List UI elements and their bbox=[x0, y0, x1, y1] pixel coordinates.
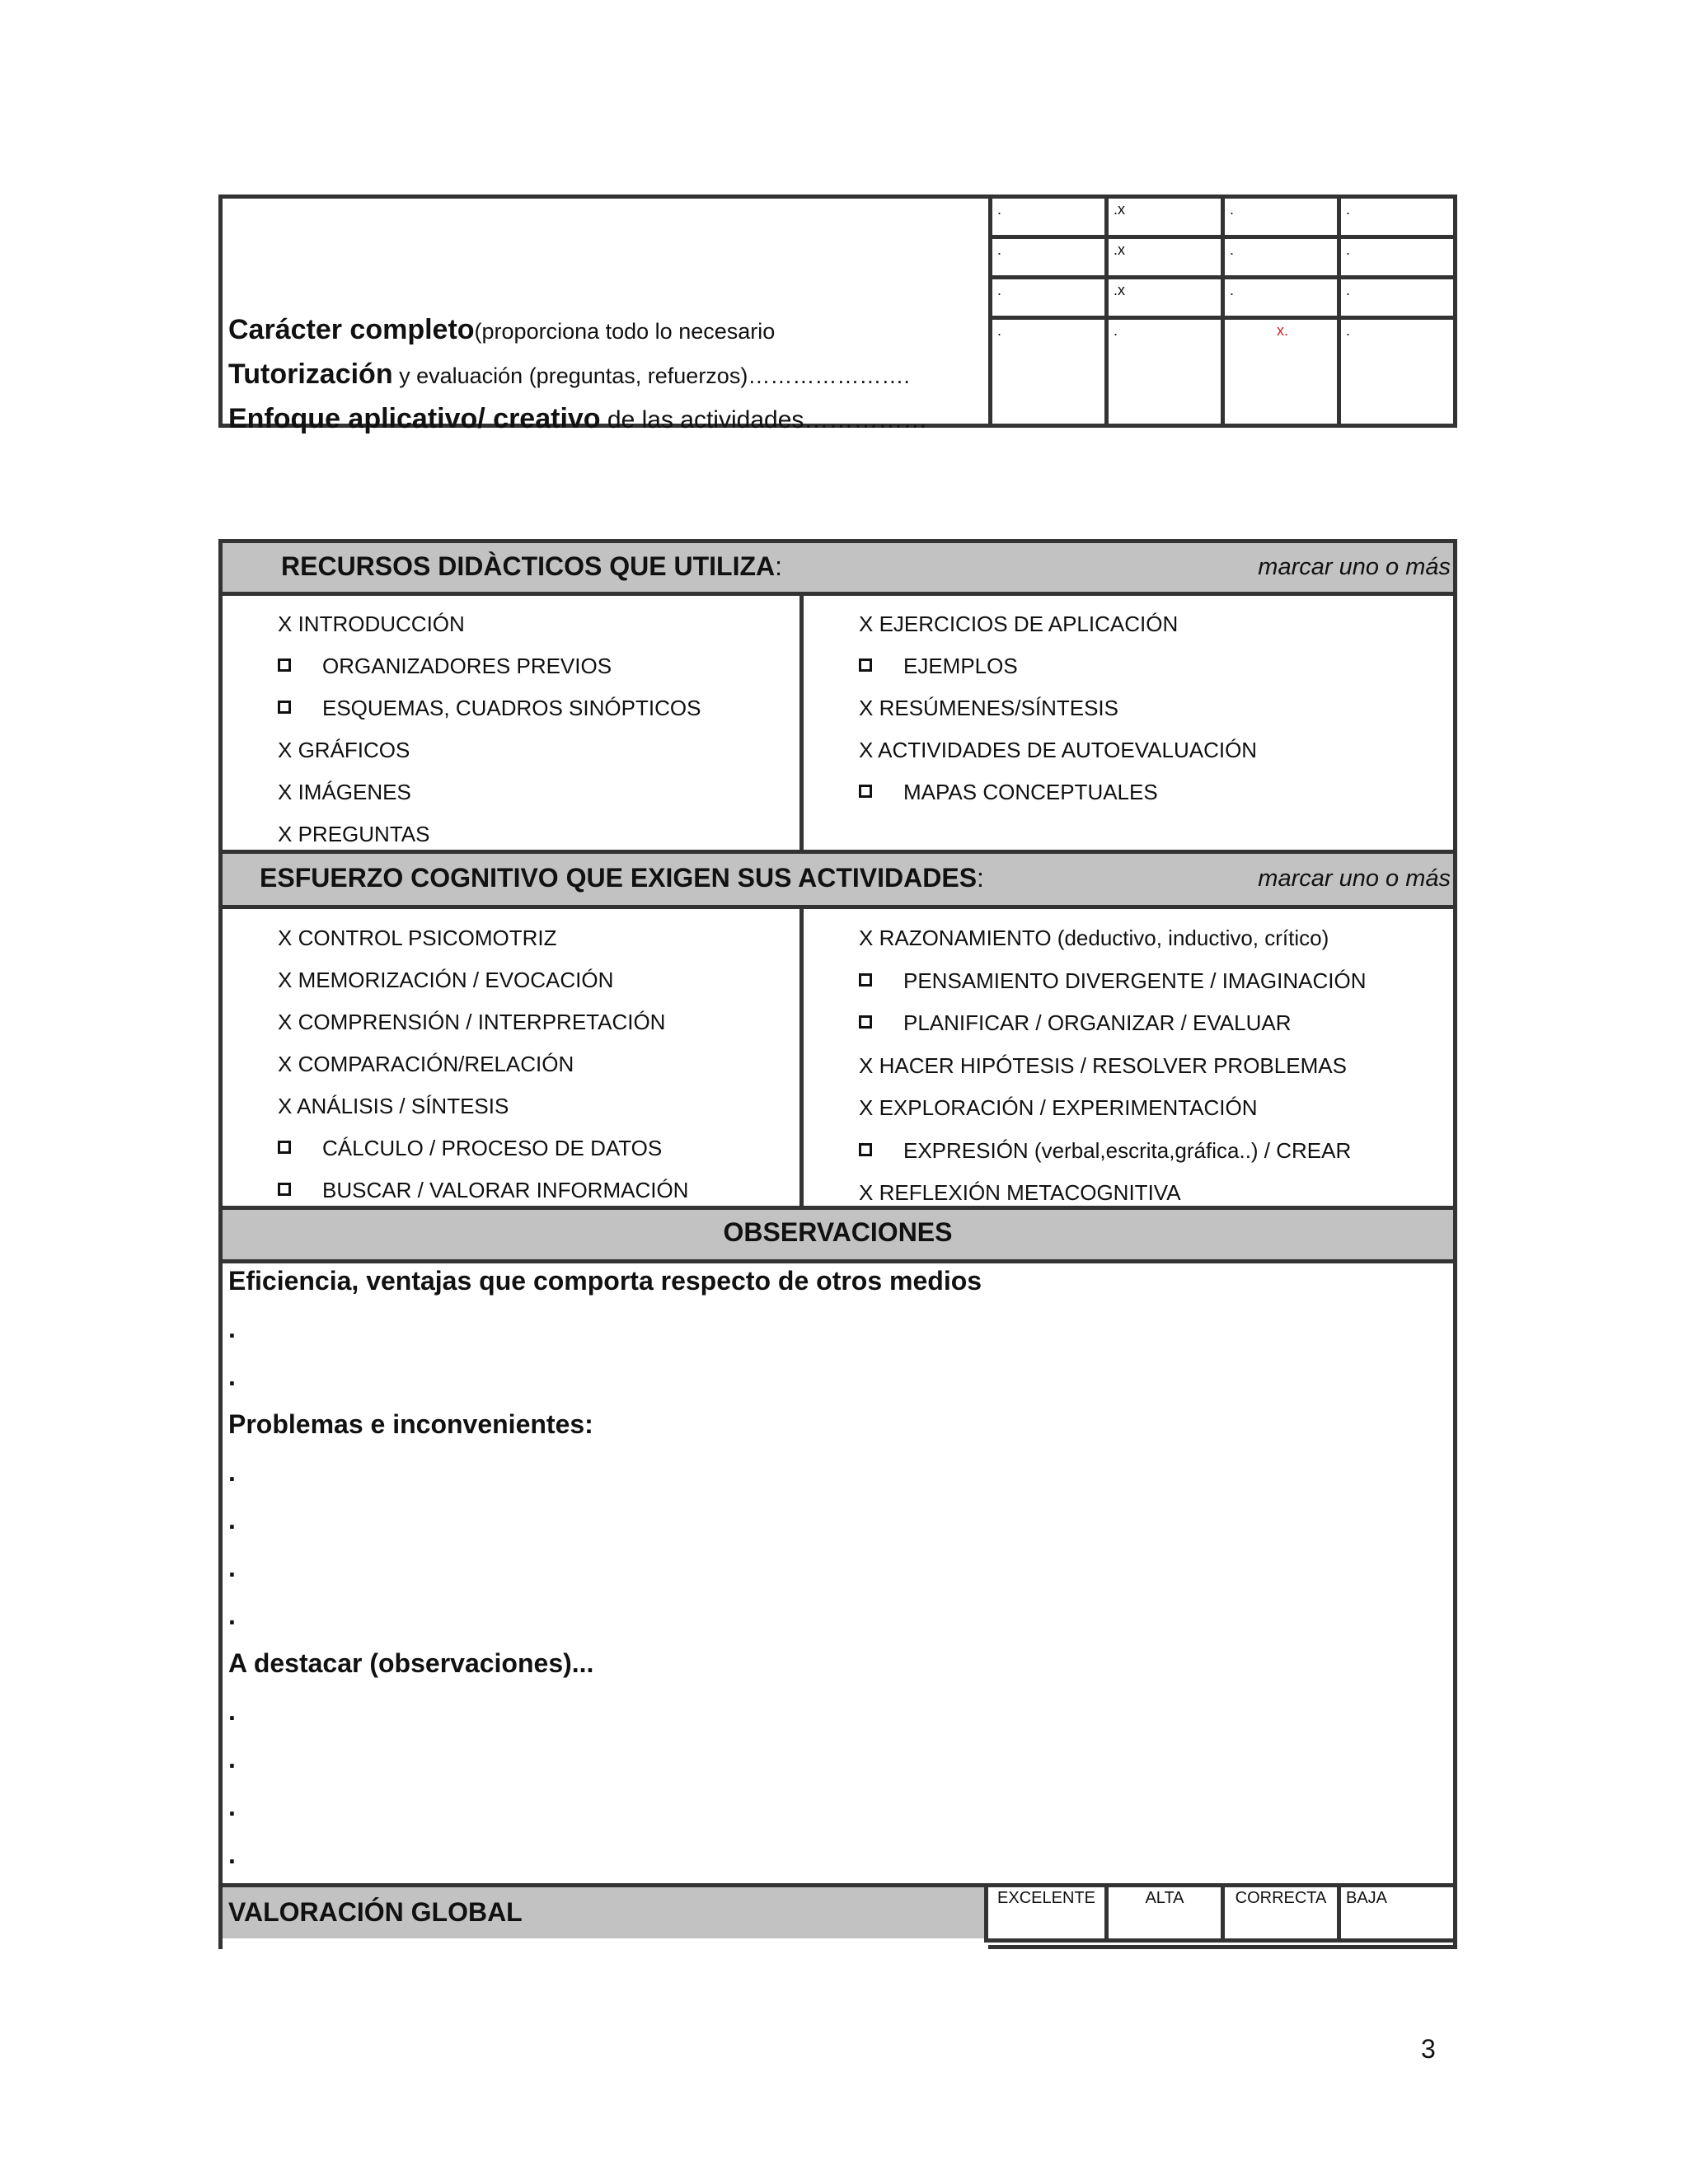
checklist-item[interactable] bbox=[278, 654, 612, 679]
rating-cell[interactable]: . bbox=[997, 201, 1002, 218]
checklist-label: PLANIFICAR / ORGANIZAR / EVALUAR bbox=[903, 1010, 1292, 1035]
recursos-note: marcar uno o más bbox=[1258, 554, 1451, 580]
checkbox-unchecked-icon[interactable] bbox=[859, 973, 872, 987]
divider bbox=[1337, 1883, 1341, 1943]
checkbox-unchecked-icon[interactable] bbox=[278, 658, 291, 672]
observation-heading: Eficiencia, ventajas que comporta respecto de otros medios bbox=[228, 1266, 982, 1296]
checklist-label: CONTROL PSICOMOTRIZ bbox=[298, 926, 557, 950]
valoracion-mask bbox=[223, 1939, 988, 1956]
observation-entry[interactable]: . bbox=[228, 1457, 236, 1487]
checklist-item[interactable] bbox=[859, 1180, 1181, 1206]
divider bbox=[218, 905, 1457, 909]
checklist-item[interactable] bbox=[859, 1138, 1351, 1164]
divider bbox=[799, 593, 804, 853]
checklist-label: PREGUNTAS bbox=[298, 822, 430, 846]
checkmark-x[interactable]: X bbox=[859, 1180, 874, 1205]
checklist-label: ANÁLISIS / SÍNTESIS bbox=[297, 1094, 509, 1118]
esfuerzo-note: marcar uno o más bbox=[1258, 865, 1451, 892]
observation-entry[interactable]: . bbox=[228, 1314, 236, 1343]
observation-entry[interactable]: . bbox=[228, 1696, 236, 1726]
rating-cell[interactable]: . bbox=[1346, 201, 1351, 218]
rating-cell[interactable]: . bbox=[1230, 241, 1235, 258]
checklist-item[interactable] bbox=[859, 1053, 1347, 1079]
recursos-title-text: RECURSOS DIDÀCTICOS QUE UTILIZA bbox=[281, 551, 776, 581]
checkmark-x[interactable]: X bbox=[278, 968, 293, 992]
criterion-detail: y evaluación (preguntas, refuerzos)…………………. bbox=[392, 363, 910, 388]
checkmark-x[interactable]: X bbox=[859, 612, 874, 636]
checkmark-x[interactable]: X bbox=[278, 926, 293, 950]
checklist-label: IMÁGENES bbox=[298, 780, 411, 804]
valoracion-title: VALORACIÓN GLOBAL bbox=[228, 1897, 523, 1927]
checklist-item[interactable] bbox=[859, 654, 1018, 679]
checklist-label: MEMORIZACIÓN / EVOCACIÓN bbox=[298, 968, 614, 992]
checkbox-unchecked-icon[interactable] bbox=[278, 1183, 291, 1196]
checkbox-unchecked-icon[interactable] bbox=[859, 1143, 872, 1156]
rating-cell[interactable]: .x bbox=[1114, 241, 1126, 258]
divider bbox=[1337, 194, 1341, 428]
page-number: 3 bbox=[1421, 2034, 1436, 2064]
divider bbox=[218, 1883, 223, 1938]
divider bbox=[988, 194, 992, 428]
rating-cell[interactable]: . bbox=[1346, 241, 1351, 258]
checklist-label: BUSCAR / VALORAR INFORMACIÓN bbox=[322, 1178, 689, 1202]
observation-entry[interactable]: . bbox=[228, 1792, 236, 1821]
checklist-item[interactable] bbox=[859, 738, 1257, 763]
checklist-label: RAZONAMIENTO (deductivo, inductivo, crítico) bbox=[879, 926, 1329, 950]
observation-entry[interactable]: . bbox=[228, 1601, 236, 1630]
rating-cell[interactable]: . bbox=[997, 322, 1002, 339]
checklist-label: REFLEXIÓN METACOGNITIVA bbox=[879, 1180, 1181, 1205]
checkmark-x[interactable]: X bbox=[278, 738, 293, 762]
esfuerzo-title-text: ESFUERZO COGNITIVO QUE EXIGEN SUS ACTIVIDADES bbox=[260, 863, 978, 893]
checkbox-unchecked-icon[interactable] bbox=[859, 658, 872, 672]
checklist-item[interactable] bbox=[278, 968, 613, 993]
checkmark-x[interactable]: X bbox=[278, 822, 293, 846]
checkbox-unchecked-icon[interactable] bbox=[859, 785, 872, 798]
checklist-label: ACTIVIDADES DE AUTOEVALUACIÓN bbox=[878, 738, 1258, 762]
rating-cell[interactable]: . bbox=[1114, 322, 1118, 339]
observation-entry[interactable]: . bbox=[228, 1840, 236, 1869]
rating-cell[interactable]: . bbox=[1230, 282, 1235, 298]
checklist-item[interactable] bbox=[278, 1136, 662, 1161]
criterion-label: Carácter completo bbox=[228, 314, 475, 345]
checkbox-unchecked-icon[interactable] bbox=[859, 1015, 872, 1029]
checklist-item[interactable] bbox=[278, 1052, 574, 1077]
checkmark-x[interactable]: X bbox=[859, 1052, 874, 1078]
divider bbox=[988, 275, 1457, 279]
option-correcta[interactable]: CORRECTA bbox=[1235, 1889, 1327, 1907]
checklist-item[interactable] bbox=[278, 926, 557, 951]
checklist-item[interactable] bbox=[278, 822, 429, 847]
rating-cell[interactable]: . bbox=[1346, 282, 1351, 298]
checklist-label: MAPAS CONCEPTUALES bbox=[903, 780, 1158, 804]
divider bbox=[218, 592, 1457, 596]
checkmark-x[interactable]: X bbox=[278, 612, 293, 636]
rating-cell[interactable]: x. bbox=[1277, 322, 1289, 339]
checklist-label: EXPRESIÓN (verbal,escrita,gráfica..) / CREAR bbox=[903, 1137, 1352, 1163]
divider bbox=[799, 907, 804, 1208]
checklist-label: COMPARACIÓN/RELACIÓN bbox=[298, 1052, 574, 1076]
option-baja[interactable]: BAJA bbox=[1346, 1889, 1388, 1907]
divider bbox=[988, 316, 1457, 320]
divider bbox=[218, 1259, 1457, 1263]
checklist-item[interactable] bbox=[859, 696, 1118, 721]
checklist-item[interactable] bbox=[278, 1178, 688, 1203]
divider bbox=[988, 235, 1457, 239]
criterion-detail: de las actividades…………… bbox=[600, 406, 928, 434]
checklist-item[interactable] bbox=[859, 1010, 1292, 1036]
criterion-caracter bbox=[228, 314, 775, 346]
checkmark-x[interactable]: X bbox=[278, 1052, 293, 1076]
criterion-label: Enfoque aplicativo/ creativo bbox=[228, 403, 601, 434]
divider bbox=[1221, 194, 1225, 428]
checklist-label: COMPRENSIÓN / INTERPRETACIÓN bbox=[298, 1010, 666, 1034]
observation-entry[interactable]: . bbox=[228, 1361, 236, 1391]
checklist-label: EJERCICIOS DE APLICACIÓN bbox=[879, 612, 1179, 636]
top-table-frame bbox=[218, 194, 1457, 428]
checklist-label: ESQUEMAS, CUADROS SINÓPTICOS bbox=[322, 696, 701, 720]
checkmark-x[interactable]: X bbox=[859, 738, 874, 762]
checklist-label: CÁLCULO / PROCESO DE DATOS bbox=[322, 1136, 663, 1160]
checklist-label: PENSAMIENTO DIVERGENTE / IMAGINACIÓN bbox=[903, 968, 1367, 993]
checklist-label: ORGANIZADORES PREVIOS bbox=[322, 654, 612, 678]
recursos-colon: : bbox=[775, 551, 783, 581]
checklist-item[interactable] bbox=[278, 1094, 509, 1119]
checklist-label: GRÁFICOS bbox=[298, 738, 410, 762]
checklist-label: INTRODUCCIÓN bbox=[298, 612, 465, 636]
checklist-label: EXPLORACIÓN / EXPERIMENTACIÓN bbox=[879, 1095, 1258, 1120]
checkmark-x[interactable]: X bbox=[278, 1010, 293, 1034]
checklist-label: EJEMPLOS bbox=[903, 654, 1018, 678]
recursos-title bbox=[281, 551, 782, 582]
checklist-item[interactable] bbox=[278, 738, 410, 763]
checklist-item[interactable] bbox=[278, 1010, 665, 1035]
checkmark-x[interactable]: X bbox=[859, 696, 874, 720]
observaciones-title: OBSERVACIONES bbox=[723, 1217, 953, 1247]
rating-cell[interactable]: .x bbox=[1114, 282, 1126, 298]
rating-cell[interactable]: .x bbox=[1114, 201, 1126, 218]
observation-entry[interactable]: . bbox=[228, 1553, 236, 1582]
checklist-item[interactable] bbox=[859, 1095, 1258, 1121]
checklist-label: RESÚMENES/SÍNTESIS bbox=[879, 696, 1118, 720]
checklist-item[interactable] bbox=[278, 780, 411, 805]
criterion-tutorizacion bbox=[228, 359, 910, 391]
observation-entry[interactable]: . bbox=[228, 1744, 236, 1774]
checklist-item[interactable] bbox=[859, 926, 1329, 951]
option-alta[interactable]: ALTA bbox=[1145, 1889, 1184, 1907]
checkmark-x[interactable]: X bbox=[859, 1095, 874, 1120]
observation-heading: Problemas e inconvenientes: bbox=[228, 1409, 593, 1439]
option-excelente[interactable]: EXCELENTE bbox=[997, 1889, 1095, 1907]
observation-entry[interactable]: . bbox=[228, 1505, 236, 1535]
rating-cell[interactable]: . bbox=[1230, 201, 1235, 218]
esfuerzo-title bbox=[260, 863, 984, 893]
checklist-item[interactable] bbox=[859, 612, 1178, 637]
esfuerzo-colon: : bbox=[977, 863, 984, 893]
checkbox-unchecked-icon[interactable] bbox=[278, 1141, 291, 1154]
rating-cell[interactable]: . bbox=[997, 282, 1002, 298]
observation-heading: A destacar (observaciones)... bbox=[228, 1648, 594, 1678]
checkbox-unchecked-icon[interactable] bbox=[278, 701, 291, 714]
rating-cell[interactable]: . bbox=[1346, 322, 1351, 339]
checklist-item[interactable] bbox=[859, 780, 1158, 805]
checkmark-x[interactable]: X bbox=[278, 780, 293, 804]
criterion-detail: (proporciona todo lo necesario bbox=[474, 319, 776, 344]
checklist-item[interactable] bbox=[278, 612, 465, 637]
checklist-item[interactable] bbox=[859, 968, 1367, 994]
checkmark-x[interactable]: X bbox=[859, 926, 874, 950]
criterion-label: Tutorización bbox=[228, 359, 393, 390]
checklist-item[interactable] bbox=[278, 696, 701, 721]
checkmark-x[interactable]: X bbox=[278, 1094, 293, 1118]
checklist-label: HACER HIPÓTESIS / RESOLVER PROBLEMAS bbox=[879, 1052, 1347, 1078]
divider bbox=[1104, 194, 1109, 428]
criterion-enfoque bbox=[228, 403, 927, 435]
rating-cell[interactable]: . bbox=[997, 241, 1002, 258]
